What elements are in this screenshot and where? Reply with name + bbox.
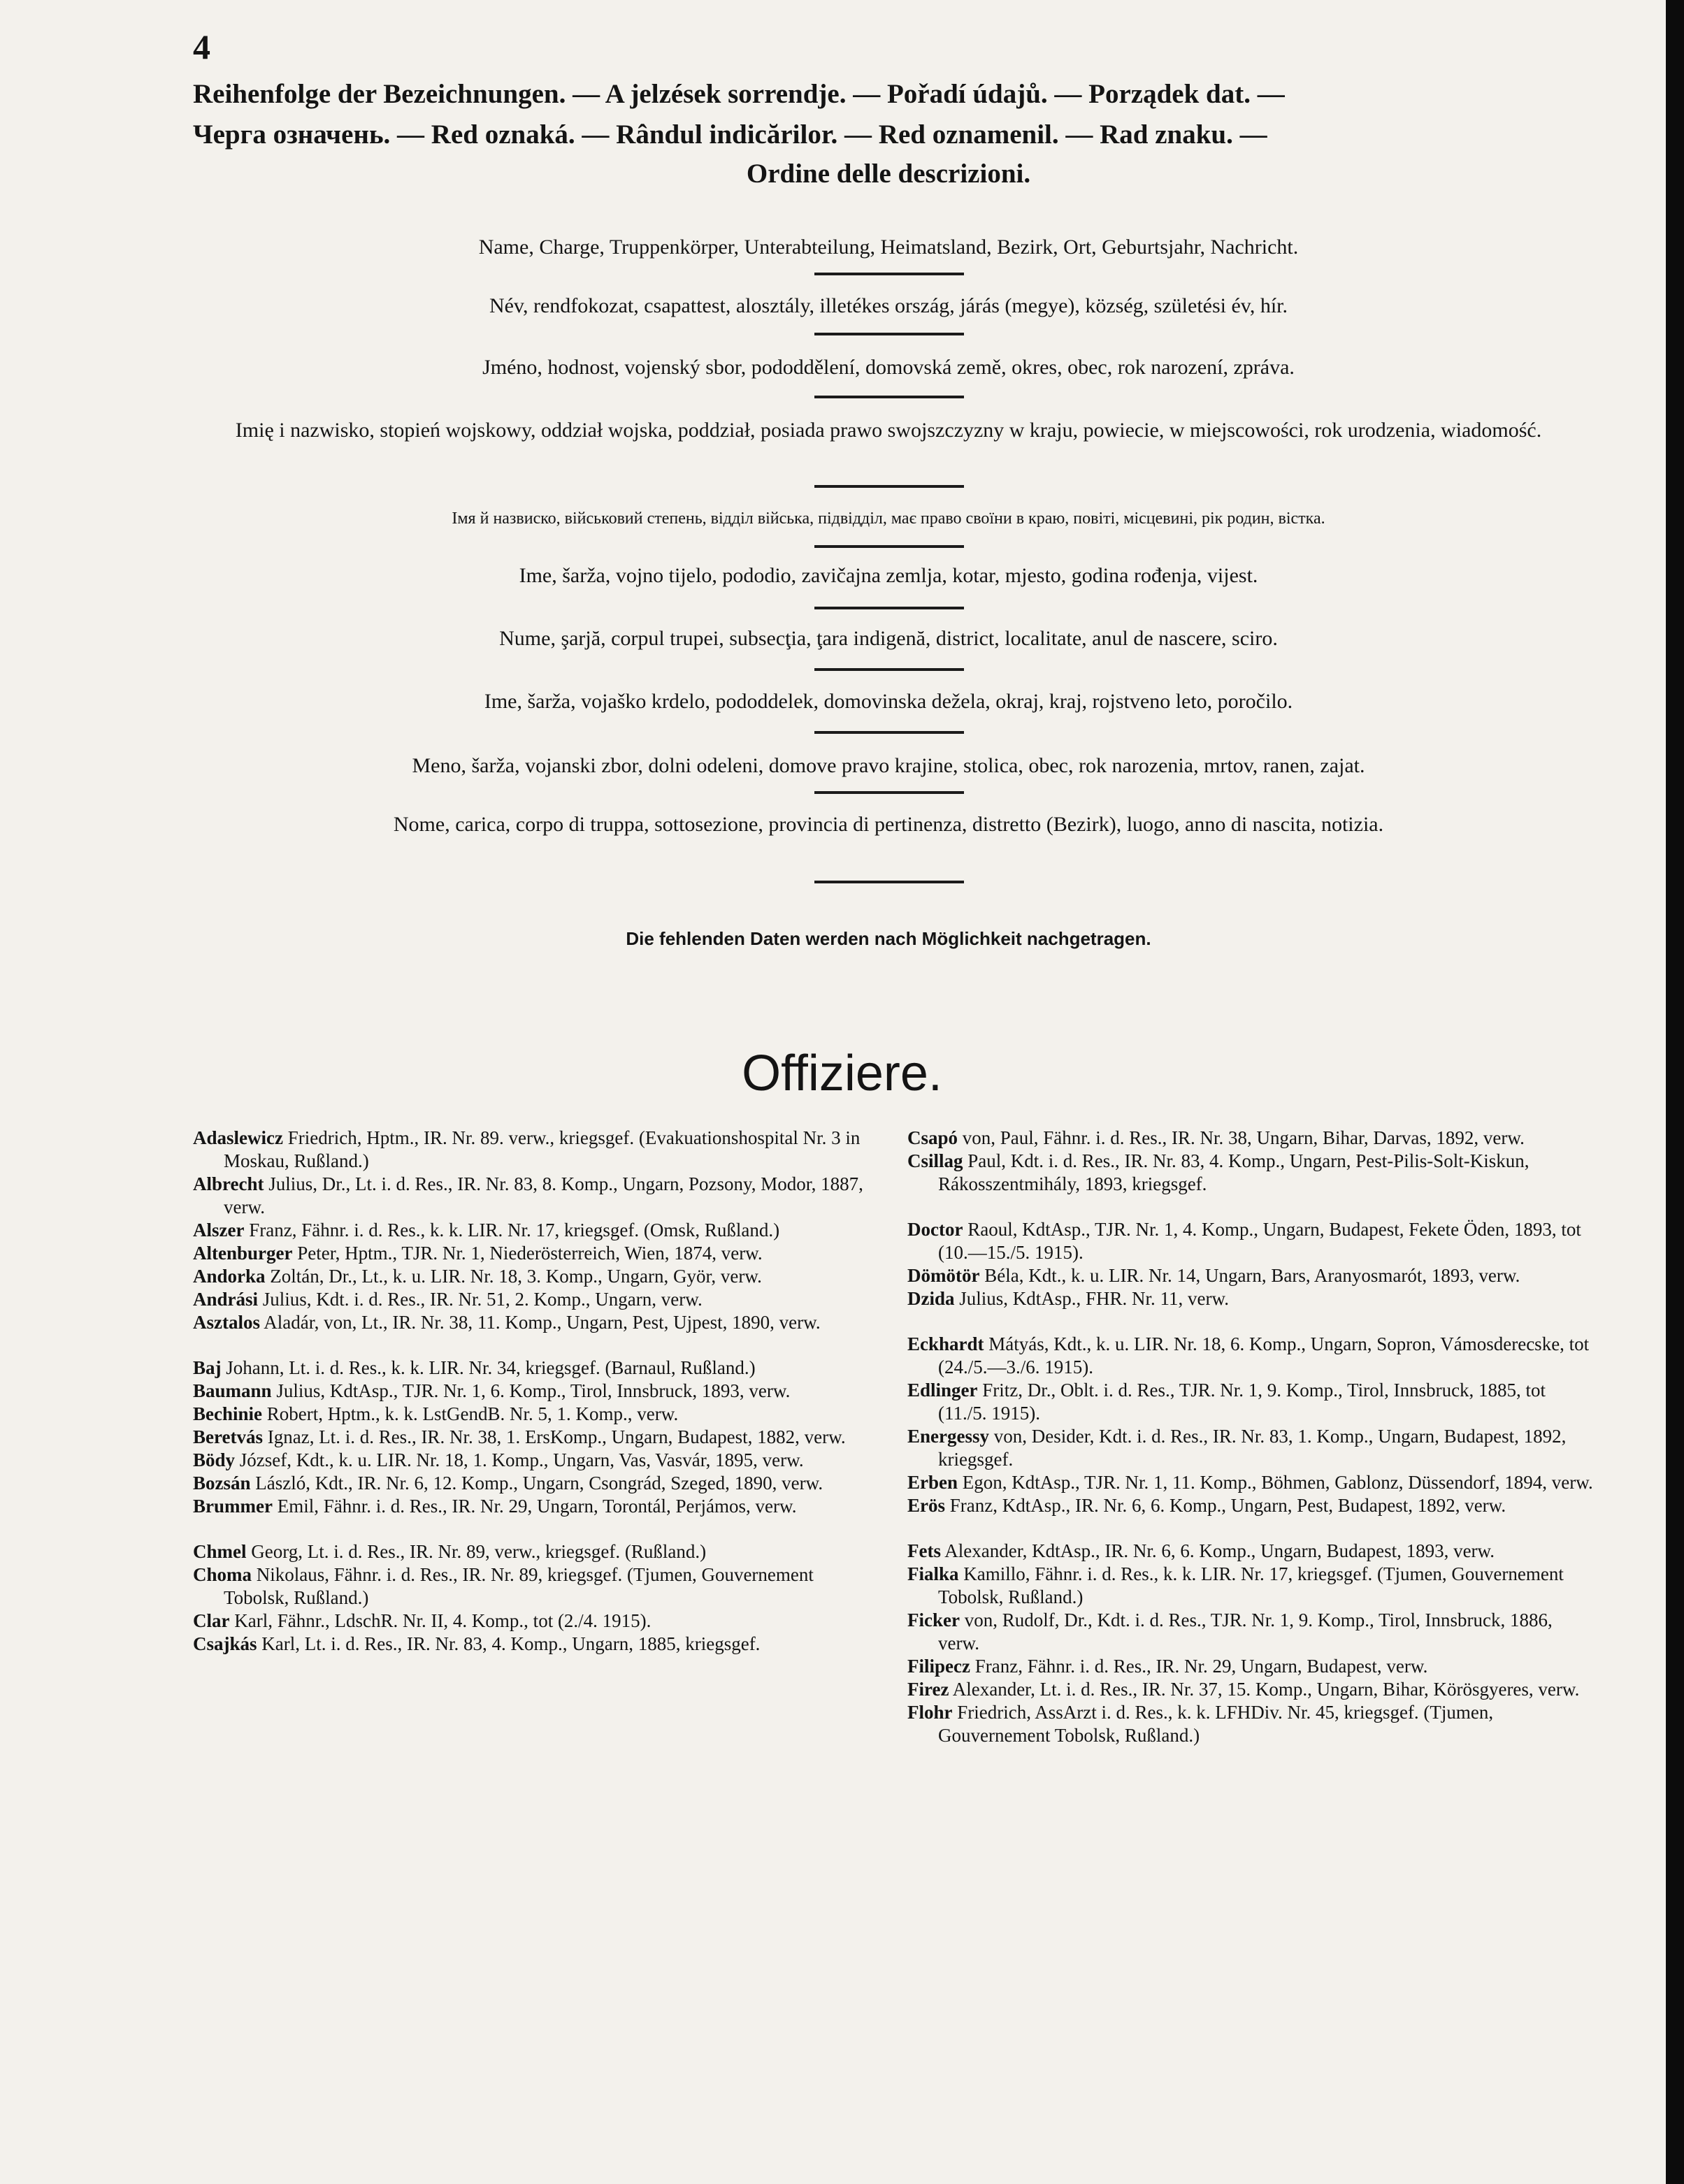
separator-rule: [814, 607, 964, 609]
separator-rule: [814, 881, 964, 883]
officer-details: Fritz, Dr., Oblt. i. d. Res., TJR. Nr. 1, 9. Komp., Tirol, Innsbruck, 1885, tot (11./5. 1915).: [938, 1380, 1546, 1424]
header-line-1: Reihenfolge der Bezeichnungen. — A jelzések sorrendje. — Pořadí údajů. — Porządek dat. —: [193, 79, 1285, 109]
legend-slovenian: Ime, šarža, vojaško krdelo, pododdelek, domovinska dežela, okraj, kraj, rojstveno leto, poročilo.: [484, 690, 1293, 713]
legend-slovak: Meno, šarža, vojanski zbor, dolni odeleni, domove pravo krajine, stolica, obec, rok narozenia, mrtov, ranen, zajat.: [412, 754, 1365, 777]
officer-details: Kamillo, Fähnr. i. d. Res., k. k. LIR. Nr. 17, kriegsgef. (Tjumen, Gouvernement Tobolsk, Rußland.): [938, 1563, 1564, 1607]
legend-ukrainian: Імя й назвиско, військовий степень, відділ війська, підвідділ, має право своїни в краю, повіті, місцевині, рік родин, вістка.: [452, 509, 1325, 528]
officer-entry: [193, 1173, 881, 1219]
page-number: 4: [193, 27, 210, 66]
officer-details: Ignaz, Lt. i. d. Res., IR. Nr. 38, 1. ErsKomp., Ungarn, Budapest, 1882, verw.: [262, 1426, 846, 1447]
separator-rule: [814, 791, 964, 794]
officer-entry: [907, 1494, 1596, 1517]
officer-surname: Erben: [907, 1472, 958, 1493]
officer-surname: Fets: [907, 1540, 941, 1561]
officer-details: Robert, Hptm., k. k. LstGendB. Nr. 5, 1. Komp., verw.: [262, 1403, 679, 1424]
officer-details: Johann, Lt. i. d. Res., k. k. LIR. Nr. 34, kriegsgef. (Barnaul, Rußland.): [221, 1357, 756, 1378]
separator-rule: [814, 333, 964, 335]
officer-surname: Albrecht: [193, 1173, 264, 1194]
officer-details: von, Desider, Kdt. i. d. Res., IR. Nr. 83, 1. Komp., Ungarn, Budapest, 1892, kriegsgef.: [938, 1426, 1567, 1470]
officer-details: Mátyás, Kdt., k. u. LIR. Nr. 18, 6. Komp., Ungarn, Sopron, Vámosderecske, tot (24./5.—3./6. 1915).: [938, 1333, 1590, 1377]
officer-entry: [907, 1150, 1596, 1196]
officer-entry: [193, 1380, 881, 1403]
officer-surname: Dzida: [907, 1288, 955, 1309]
officer-entry: [907, 1333, 1596, 1379]
officer-entry: [193, 1311, 881, 1334]
separator-rule: [814, 396, 964, 398]
officer-surname: Chmel: [193, 1541, 247, 1562]
officer-entry: [907, 1540, 1596, 1563]
officer-details: Karl, Lt. i. d. Res., IR. Nr. 83, 4. Komp., Ungarn, 1885, kriegsgef.: [257, 1633, 761, 1654]
officer-surname: Adaslewicz: [193, 1127, 283, 1148]
officer-surname: Bödy: [193, 1449, 236, 1470]
officer-details: Julius, Dr., Lt. i. d. Res., IR. Nr. 83, 8. Komp., Ungarn, Pozsony, Modor, 1887, verw.: [224, 1173, 863, 1217]
separator-rule: [814, 668, 964, 671]
officer-surname: Ficker: [907, 1610, 960, 1630]
header-line-2: Черга означень. — Red oznaká. — Rândul indicărilor. — Red oznamenil. — Rad znaku. —: [193, 120, 1267, 150]
separator-rule: [814, 545, 964, 548]
officer-entry: [907, 1264, 1596, 1287]
officer-surname: Beretvás: [193, 1426, 263, 1447]
legend-hungarian: Név, rendfokozat, csapattest, alosztály, illetékes ország, járás (megye), község, születési év, hír.: [489, 294, 1288, 317]
officer-surname: Alszer: [193, 1220, 245, 1241]
officer-details: Julius, Kdt. i. d. Res., IR. Nr. 51, 2. Komp., Ungarn, verw.: [258, 1289, 703, 1310]
officer-entry: [193, 1357, 881, 1380]
officer-details: Julius, KdtAsp., TJR. Nr. 1, 6. Komp., Tirol, Innsbruck, 1893, verw.: [271, 1380, 791, 1401]
officer-entry: [193, 1127, 881, 1173]
officer-surname: Firez: [907, 1679, 949, 1700]
officer-entry: [907, 1701, 1596, 1747]
officer-surname: Erös: [907, 1495, 945, 1516]
officer-entry: [193, 1633, 881, 1656]
officer-entry: [907, 1218, 1596, 1264]
officer-surname: Doctor: [907, 1219, 963, 1240]
officer-details: Franz, Fähnr. i. d. Res., IR. Nr. 29, Ungarn, Budapest, verw.: [970, 1656, 1428, 1677]
legend-polish: Imię i nazwisko, stopień wojskowy, oddział wojska, poddział, posiada prawo swojszczyzny w kraju, powiecie, w miejscowości, rok urodzenia, wiadomość.: [235, 419, 1542, 442]
section-title: Offiziere.: [742, 1046, 942, 1101]
officer-entry: [907, 1287, 1596, 1310]
officer-surname: Andrási: [193, 1289, 259, 1310]
officer-details: Franz, KdtAsp., IR. Nr. 6, 6. Komp., Ungarn, Pest, Budapest, 1892, verw.: [945, 1495, 1506, 1516]
officer-details: Peter, Hptm., TJR. Nr. 1, Niederösterreich, Wien, 1874, verw.: [292, 1243, 763, 1264]
officer-details: Béla, Kdt., k. u. LIR. Nr. 14, Ungarn, Bars, Aranyosmarót, 1893, verw.: [979, 1265, 1520, 1286]
officer-entry: [907, 1563, 1596, 1609]
officer-entry: [907, 1127, 1596, 1150]
officer-entry: [907, 1471, 1596, 1494]
officer-details: Alexander, Lt. i. d. Res., IR. Nr. 37, 15. Komp., Ungarn, Bihar, Körösgyeres, verw.: [949, 1679, 1580, 1700]
officer-details: Karl, Fähnr., LdschR. Nr. II, 4. Komp., tot (2./4. 1915).: [229, 1610, 652, 1631]
group-gap: [907, 1310, 1596, 1333]
officer-surname: Csajkás: [193, 1633, 257, 1654]
officer-surname: Clar: [193, 1610, 230, 1631]
officer-entry: [907, 1609, 1596, 1655]
officer-surname: Andorka: [193, 1266, 266, 1287]
officer-entry: [193, 1495, 881, 1518]
officer-details: Friedrich, AssArzt i. d. Res., k. k. LFHDiv. Nr. 45, kriegsgef. (Tjumen, Gouvernement Tobolsk, Rußland.): [938, 1702, 1494, 1746]
officer-surname: Brummer: [193, 1496, 273, 1517]
officer-surname: Baj: [193, 1357, 222, 1378]
officer-details: Paul, Kdt. i. d. Res., IR. Nr. 83, 4. Komp., Ungarn, Pest-Pilis-Solt-Kiskun, Rákosszentmihály, 1893, kriegsgef.: [938, 1150, 1530, 1194]
officer-surname: Csillag: [907, 1150, 963, 1171]
officer-details: József, Kdt., k. u. LIR. Nr. 18, 1. Komp., Ungarn, Vas, Vasvár, 1895, verw.: [235, 1449, 804, 1470]
officer-entry: [907, 1678, 1596, 1701]
header-line-3: Ordine delle descrizioni.: [746, 159, 1031, 189]
officer-entry: [907, 1655, 1596, 1678]
officer-details: Egon, KdtAsp., TJR. Nr. 1, 11. Komp., Böhmen, Gablonz, Düssendorf, 1894, verw.: [958, 1472, 1593, 1493]
officer-surname: Bechinie: [193, 1403, 262, 1424]
officer-details: Franz, Fähnr. i. d. Res., k. k. LIR. Nr. 17, kriegsgef. (Omsk, Rußland.): [244, 1220, 780, 1241]
officer-surname: Baumann: [193, 1380, 272, 1401]
officer-details: Emil, Fähnr. i. d. Res., IR. Nr. 29, Ungarn, Torontál, Perjámos, verw.: [272, 1496, 797, 1517]
group-gap: [907, 1517, 1596, 1540]
officer-surname: Altenburger: [193, 1243, 293, 1264]
group-gap: [193, 1334, 881, 1357]
officer-entry: [193, 1265, 881, 1288]
officer-entry: [193, 1563, 881, 1610]
legend-romanian: Nume, şarjă, corpul trupei, subsecţia, ţara indigenă, district, localitate, anul de nascere, sciro.: [499, 627, 1278, 650]
missing-data-note: Die fehlenden Daten werden nach Möglichkeit nachgetragen.: [626, 928, 1151, 949]
officer-entry: [193, 1610, 881, 1633]
legend-croatian: Ime, šarža, vojno tijelo, pododio, zavičajna zemlja, kotar, mjesto, godina rođenja, vijest.: [519, 564, 1258, 587]
separator-rule: [814, 731, 964, 734]
officer-entry: [193, 1426, 881, 1449]
officer-surname: Bozsán: [193, 1473, 251, 1494]
officer-entry: [193, 1403, 881, 1426]
officer-details: Raoul, KdtAsp., TJR. Nr. 1, 4. Komp., Ungarn, Budapest, Fekete Öden, 1893, tot (10.—15./5. 1915).: [938, 1219, 1581, 1263]
left-column: [193, 1127, 881, 1656]
officer-surname: Csapó: [907, 1127, 958, 1148]
separator-rule: [814, 485, 964, 488]
right-column: [907, 1127, 1596, 1747]
legend-italian: Nome, carica, corpo di truppa, sottosezione, provincia di pertinenza, distretto (Bezirk), luogo, anno di nascita, notizia.: [393, 813, 1384, 836]
officer-details: Nikolaus, Fähnr. i. d. Res., IR. Nr. 89, kriegsgef. (Tjumen, Gouvernement Tobolsk, Rußland.): [224, 1564, 814, 1608]
officer-entry: [193, 1242, 881, 1265]
officer-entry: [193, 1449, 881, 1472]
officer-entry: [907, 1425, 1596, 1471]
officer-surname: Choma: [193, 1564, 252, 1585]
officer-entry: [193, 1288, 881, 1311]
officer-details: von, Paul, Fähnr. i. d. Res., IR. Nr. 38, Ungarn, Bihar, Darvas, 1892, verw.: [958, 1127, 1525, 1148]
officer-entry: [193, 1472, 881, 1495]
group-gap: [907, 1196, 1596, 1218]
officer-surname: Flohr: [907, 1702, 953, 1723]
officer-entry: [193, 1219, 881, 1242]
separator-rule: [814, 273, 964, 275]
officer-details: Zoltán, Dr., Lt., k. u. LIR. Nr. 18, 3. Komp., Ungarn, Györ, verw.: [265, 1266, 762, 1287]
officer-surname: Filipecz: [907, 1656, 970, 1677]
legend-czech: Jméno, hodnost, vojenský sbor, pododdělení, domovská země, okres, obec, rok narození, zpráva.: [482, 356, 1295, 379]
officer-surname: Eckhardt: [907, 1333, 984, 1354]
officer-details: Julius, KdtAsp., FHR. Nr. 11, verw.: [954, 1288, 1230, 1309]
legend-german: Name, Charge, Truppenkörper, Unterabteilung, Heimatsland, Bezirk, Ort, Geburtsjahr, Nachricht.: [478, 236, 1299, 259]
officer-details: von, Rudolf, Dr., Kdt. i. d. Res., TJR. Nr. 1, 9. Komp., Tirol, Innsbruck, 1886, verw.: [938, 1610, 1553, 1654]
officer-surname: Energessy: [907, 1426, 989, 1447]
officer-details: László, Kdt., IR. Nr. 6, 12. Komp., Ungarn, Csongrád, Szeged, 1890, verw.: [250, 1473, 823, 1494]
officer-surname: Dömötör: [907, 1265, 980, 1286]
officer-surname: Fialka: [907, 1563, 959, 1584]
officer-surname: Asztalos: [193, 1312, 260, 1333]
officer-entry: [907, 1379, 1596, 1425]
officer-surname: Edlinger: [907, 1380, 978, 1401]
officer-details: Georg, Lt. i. d. Res., IR. Nr. 89, verw., kriegsgef. (Rußland.): [246, 1541, 707, 1562]
officer-details: Aladár, von, Lt., IR. Nr. 38, 11. Komp., Ungarn, Pest, Ujpest, 1890, verw.: [260, 1312, 821, 1333]
group-gap: [193, 1518, 881, 1540]
officer-entry: [193, 1540, 881, 1563]
officer-details: Alexander, KdtAsp., IR. Nr. 6, 6. Komp., Ungarn, Budapest, 1893, verw.: [940, 1540, 1495, 1561]
officer-details: Friedrich, Hptm., IR. Nr. 89. verw., kriegsgef. (Evakuationshospital Nr. 3 in Moskau, Rußland.): [224, 1127, 861, 1171]
